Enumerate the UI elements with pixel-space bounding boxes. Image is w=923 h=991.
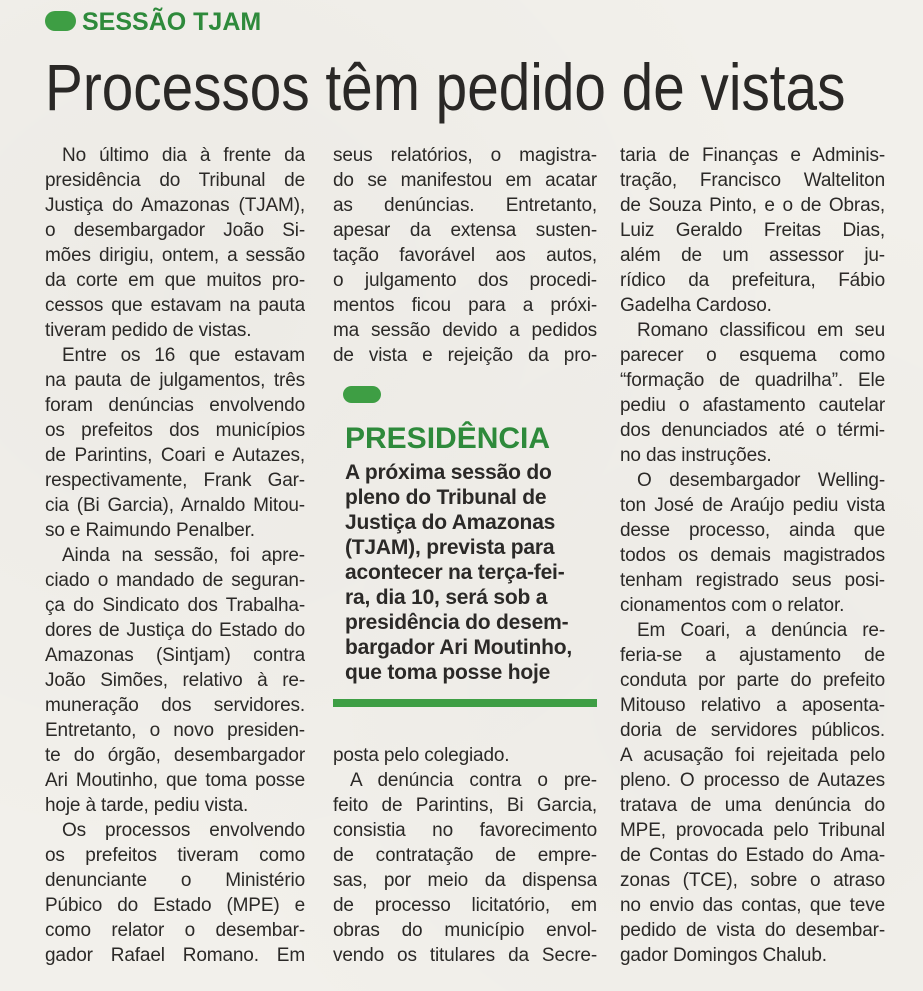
paragraph bbox=[45, 143, 305, 343]
paragraph bbox=[620, 468, 885, 618]
text-line: tenham registrado seus posi- bbox=[620, 570, 885, 591]
text-line: de vista e rejeição da pro- bbox=[333, 345, 597, 366]
text-line: No último dia à frente da bbox=[62, 145, 305, 166]
text-line: mões dirigiu, ontem, a sessão bbox=[45, 245, 305, 266]
paragraph bbox=[45, 343, 305, 543]
text-line: parecer o esquema como bbox=[620, 345, 885, 366]
sidebar-line: acontecer na terça-fei- bbox=[345, 561, 565, 584]
text-line: pedido de vista do desembar- bbox=[620, 920, 885, 941]
text-line: no envio das contas, que teve bbox=[620, 895, 885, 916]
text-line: presidência do Tribunal de bbox=[45, 170, 305, 191]
sidebar-line: (TJAM), prevista para bbox=[345, 536, 555, 559]
text-line: tação favorável aos autos, bbox=[333, 245, 597, 266]
text-line: doria de servidores públicos. bbox=[620, 720, 885, 741]
text-line: seus relatórios, o magistra- bbox=[333, 145, 597, 166]
text-line: sas, por meio da dispensa bbox=[333, 870, 597, 891]
text-line: taria de Finanças e Adminis- bbox=[620, 145, 885, 166]
article-column-3 bbox=[620, 143, 885, 968]
paragraph bbox=[620, 143, 885, 318]
paragraph bbox=[620, 618, 885, 968]
text-line: obras do município envol- bbox=[333, 920, 597, 941]
section-tag-pill bbox=[45, 11, 76, 31]
text-line: Púbico do Estado (MPE) e bbox=[45, 895, 305, 916]
text-line: mentos ficou para a próxi- bbox=[333, 295, 597, 316]
sidebar-line: pleno do Tribunal de bbox=[345, 486, 547, 509]
text-line: Mitouso relativo a aposenta- bbox=[620, 695, 885, 716]
sidebar-line: Justiça do Amazonas bbox=[345, 511, 556, 534]
text-line: as denúncias. Entretanto, bbox=[333, 195, 597, 216]
text-line: Em Coari, a denúncia re- bbox=[637, 620, 885, 641]
sidebar-line: A próxima sessão do bbox=[345, 461, 552, 484]
paragraph bbox=[45, 818, 305, 968]
article-column-2-top bbox=[333, 143, 597, 368]
text-line: da corte em que muitos pro- bbox=[45, 270, 305, 291]
text-line: vendo os titulares da Secre- bbox=[333, 945, 597, 966]
text-line: tração, Francisco Walteliton bbox=[620, 170, 885, 191]
text-line: Ainda na sessão, foi apre- bbox=[62, 545, 305, 566]
text-line: posta pelo colegiado. bbox=[333, 745, 510, 766]
text-line: na pauta de julgamentos, três bbox=[45, 370, 305, 391]
text-line: consistia no favorecimento bbox=[333, 820, 597, 841]
text-line: de Souza Pinto, e o de Obras, bbox=[620, 195, 885, 216]
sidebar-pill bbox=[343, 386, 381, 403]
text-line: dores de Justiça do Estado do bbox=[45, 620, 305, 641]
text-line: desse processo, ainda que bbox=[620, 520, 885, 541]
text-line: hoje à tarde, pediu vista. bbox=[45, 795, 249, 816]
text-line: Entre os 16 que estavam bbox=[62, 345, 305, 366]
text-line: Os processos envolvendo bbox=[62, 820, 305, 841]
text-line: Gadelha Cardoso. bbox=[620, 295, 772, 316]
text-line: os prefeitos tiveram como bbox=[45, 845, 305, 866]
sidebar-heading: PRESIDÊNCIA bbox=[345, 422, 551, 455]
paragraph bbox=[45, 543, 305, 818]
article-column-1 bbox=[45, 143, 305, 968]
sidebar-line: bargador Ari Moutinho, bbox=[345, 636, 572, 659]
text-line: de processo licitatório, em bbox=[333, 895, 597, 916]
text-line: tratava de uma denúncia do bbox=[620, 795, 885, 816]
text-line: MPE, provocada pelo Tribunal bbox=[620, 820, 885, 841]
text-line: feito de Parintins, Bi Garcia, bbox=[333, 795, 597, 816]
text-line: apesar da extensa susten- bbox=[333, 220, 597, 241]
text-line: foram denúncias envolvendo bbox=[45, 395, 305, 416]
text-line: respectivamente, Frank Gar- bbox=[45, 470, 305, 491]
text-line: A acusação foi rejeitada pelo bbox=[620, 745, 885, 766]
text-line: te do órgão, desembargador bbox=[45, 745, 305, 766]
text-line: cessos que estavam na pauta bbox=[45, 295, 305, 316]
sidebar-text bbox=[345, 460, 595, 685]
text-line: Romano classificou em seu bbox=[637, 320, 885, 341]
text-line: de Contas do Estado do Ama- bbox=[620, 845, 885, 866]
sidebar-line: presidência do desem- bbox=[345, 611, 569, 634]
text-line: cia (Bi Garcia), Arnaldo Mitou- bbox=[45, 495, 305, 516]
text-line: muneração dos servidores. bbox=[45, 695, 305, 716]
paragraph bbox=[620, 318, 885, 468]
text-line: João Simões, relativo à re- bbox=[45, 670, 305, 691]
text-line: A denúncia contra o pre- bbox=[350, 770, 597, 791]
text-line: ça do Sindicato dos Trabalha- bbox=[45, 595, 305, 616]
text-line: ciado o mandado de seguran- bbox=[45, 570, 305, 591]
text-line: O desembargador Welling- bbox=[637, 470, 885, 491]
text-line: além de um assessor ju- bbox=[620, 245, 885, 266]
paragraph bbox=[333, 143, 597, 368]
text-line: tiveram pedido de vistas. bbox=[45, 320, 252, 341]
text-line: pediu o afastamento cautelar bbox=[620, 395, 885, 416]
text-line: todos os demais magistrados bbox=[620, 545, 885, 566]
text-line: gador Rafael Romano. Em bbox=[45, 945, 305, 966]
section-tag-label: SESSÃO TJAM bbox=[82, 8, 262, 36]
text-line: Luiz Geraldo Freitas Dias, bbox=[620, 220, 885, 241]
text-line: de Parintins, Coari e Autazes, bbox=[45, 445, 305, 466]
headline: Processos têm pedido de vistas bbox=[45, 50, 846, 124]
text-line: dos denunciados até o térmi- bbox=[620, 420, 885, 441]
paragraph bbox=[333, 743, 597, 768]
text-line: o desembargador João Si- bbox=[45, 220, 305, 241]
text-line: pleno. O processo de Autazes bbox=[620, 770, 885, 791]
text-line: “formação de quadrilha”. Ele bbox=[620, 370, 885, 391]
text-line: rídico da prefeitura, Fábio bbox=[620, 270, 885, 291]
text-line: do se manifestou em acatar bbox=[333, 170, 597, 191]
text-line: como relator o desembar- bbox=[45, 920, 305, 941]
text-line: feria-se a ajustamento de bbox=[620, 645, 885, 666]
text-line: gador Domingos Chalub. bbox=[620, 945, 827, 966]
article-column-2-bottom bbox=[333, 743, 597, 968]
text-line: Entretanto, o novo presiden- bbox=[45, 720, 305, 741]
text-line: Amazonas (Sintjam) contra bbox=[45, 645, 305, 666]
text-line: cionamentos com o relator. bbox=[620, 595, 845, 616]
text-line: ma sessão devido a pedidos bbox=[333, 320, 597, 341]
paragraph bbox=[333, 768, 597, 968]
text-line: zonas (TCE), sobre o atraso bbox=[620, 870, 885, 891]
text-line: Justiça do Amazonas (TJAM), bbox=[45, 195, 305, 216]
text-line: o julgamento dos procedi- bbox=[333, 270, 597, 291]
sidebar-line: ra, dia 10, será sob a bbox=[345, 586, 548, 609]
text-line: os prefeitos dos municípios bbox=[45, 420, 305, 441]
text-line: so e Raimundo Penalber. bbox=[45, 520, 255, 541]
sidebar-line: que toma posse hoje bbox=[345, 661, 551, 684]
text-line: ton José de Araújo pediu vista bbox=[620, 495, 885, 516]
sidebar-rule bbox=[333, 699, 597, 707]
text-line: Ari Moutinho, que toma posse bbox=[45, 770, 305, 791]
text-line: conduta por parte do prefeito bbox=[620, 670, 885, 691]
text-line: denunciante o Ministério bbox=[45, 870, 305, 891]
text-line: no das instruções. bbox=[620, 445, 772, 466]
text-line: de contratação de empre- bbox=[333, 845, 597, 866]
